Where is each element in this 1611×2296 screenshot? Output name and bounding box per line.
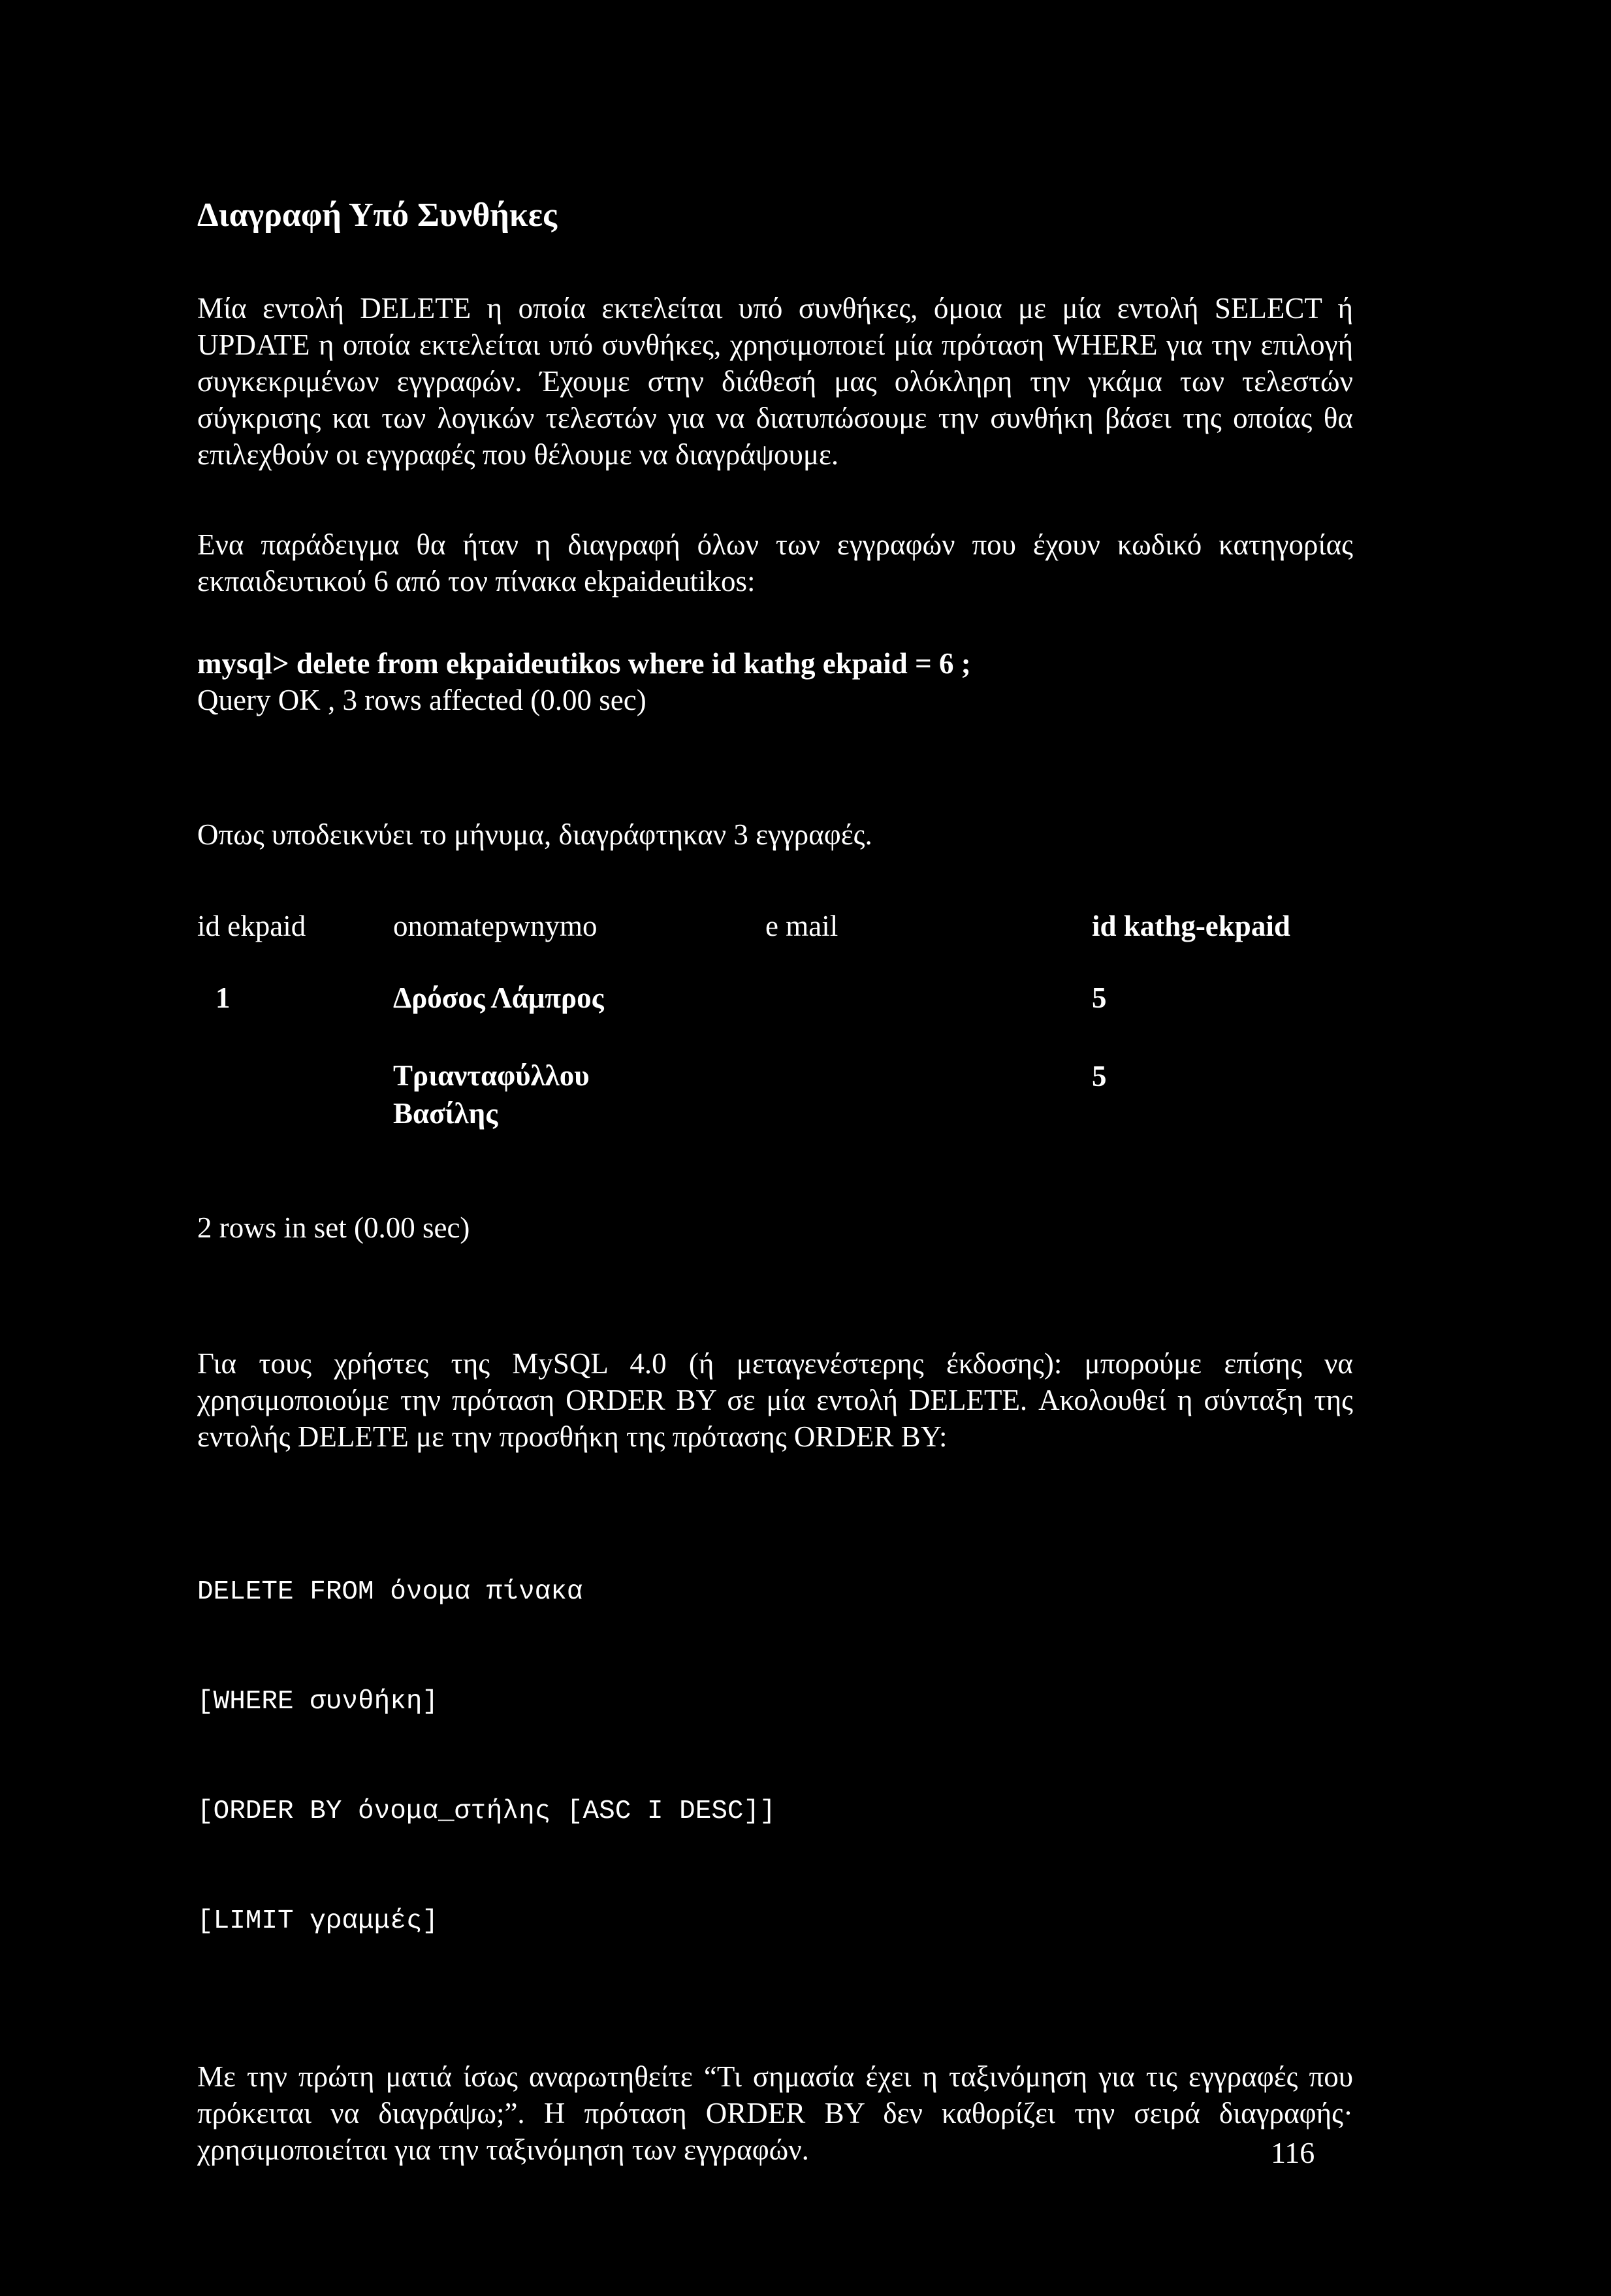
document-page [197, 196, 1353, 2168]
rows-in-set-footer: 2 rows in set (0.00 sec) [197, 1211, 470, 1244]
column-header-onomatepwnymo: onomatepwnymo [393, 909, 598, 942]
syntax-line-delete: DELETE FROM όνομα πίνακα [197, 1576, 583, 1607]
column-header-id-kathg-ekpaid: id kathg-ekpaid [1092, 909, 1290, 942]
row1-name: Δρόσος Λάμπρος [393, 981, 604, 1014]
closing-paragraph: Με την πρώτη ματιά ίσως αναρωτηθείτε “Τι σημασία έχει η ταξινόμηση για τις εγγραφές που πρόκειται να διαγράψω;”. Η πρόταση ORDER BY δεν καθορίζει την σειρά διαγραφής· χρησιμοποιείται για την ταξινόμηση των εγγραφών. [197, 2060, 1353, 2166]
page-number: 116 [1271, 2136, 1315, 2169]
mysql-command-block [197, 645, 1353, 718]
delete-syntax-code [197, 1501, 1353, 2013]
row2-name-line1: Τριανταφύλλου [393, 1059, 590, 1092]
query-result-message: Query OK , 3 rows affected (0.00 sec) [197, 683, 646, 716]
result-table [197, 909, 1353, 1209]
intro-paragraph: Μία εντολή DELETE η οποία εκτελείται υπό συνθήκες, όμοια με μία εντολή SELECT ή UPDATE η οποία εκτελείται υπό συνθήκες, χρησιμοποιεί μία πρόταση WHERE για την επιλογή συγκεκριμένων εγγραφών. Έχουμε στην διάθεσή μας ολόκληρη την γκάμα των τελεστών σύγκρισης και των λογικών τελεστών για να διατυπώσουμε την συνθήκη βάσει της οποίας θα επιλεχθούν οι εγγραφές που θέλουμε να διαγράψουμε. [197, 291, 1353, 471]
deleted-rows-paragraph: Οπως υποδεικνύει το μήνυμα, διαγράφτηκαν 3 εγγραφές. [197, 818, 872, 851]
syntax-line-order-by: [ORDER BY όνομα_στήλης [ASC I DESC]] [197, 1796, 776, 1826]
section-heading: Διαγραφή Υπό Συνθήκες [197, 197, 557, 234]
example-paragraph: Ενα παράδειγμα θα ήταν η διαγραφή όλων των εγγραφών που έχουν κωδικό κατηγορίας εκπαιδευτικού 6 από τον πίνακα ekpaideutikos: [197, 528, 1353, 598]
column-header-email: e mail [765, 909, 838, 942]
syntax-line-limit: [LIMIT γραμμές] [197, 1905, 439, 1936]
row1-id: 1 [215, 981, 231, 1014]
row2-kathg: 5 [1092, 1059, 1107, 1092]
mysql-query: mysql> delete from ekpaideutikos where id kathg ekpaid = 6 ; [197, 646, 971, 680]
mysql4-paragraph: Για τους χρήστες της MySQL 4.0 (ή μεταγενέστερης έκδοσης): μπορούμε επίσης να χρησιμοποιούμε την πρόταση ORDER BY σε μία εντολή DELETE. Ακολουθεί η σύνταξη της εντολής DELETE με την προσθήκη της πρότασης ORDER BY: [197, 1347, 1353, 1453]
column-header-id-ekpaid: id ekpaid [197, 909, 306, 942]
row2-name-line2: Βασίλης [393, 1096, 498, 1130]
syntax-line-where: [WHERE συνθήκη] [197, 1686, 439, 1717]
row1-kathg: 5 [1092, 981, 1107, 1014]
